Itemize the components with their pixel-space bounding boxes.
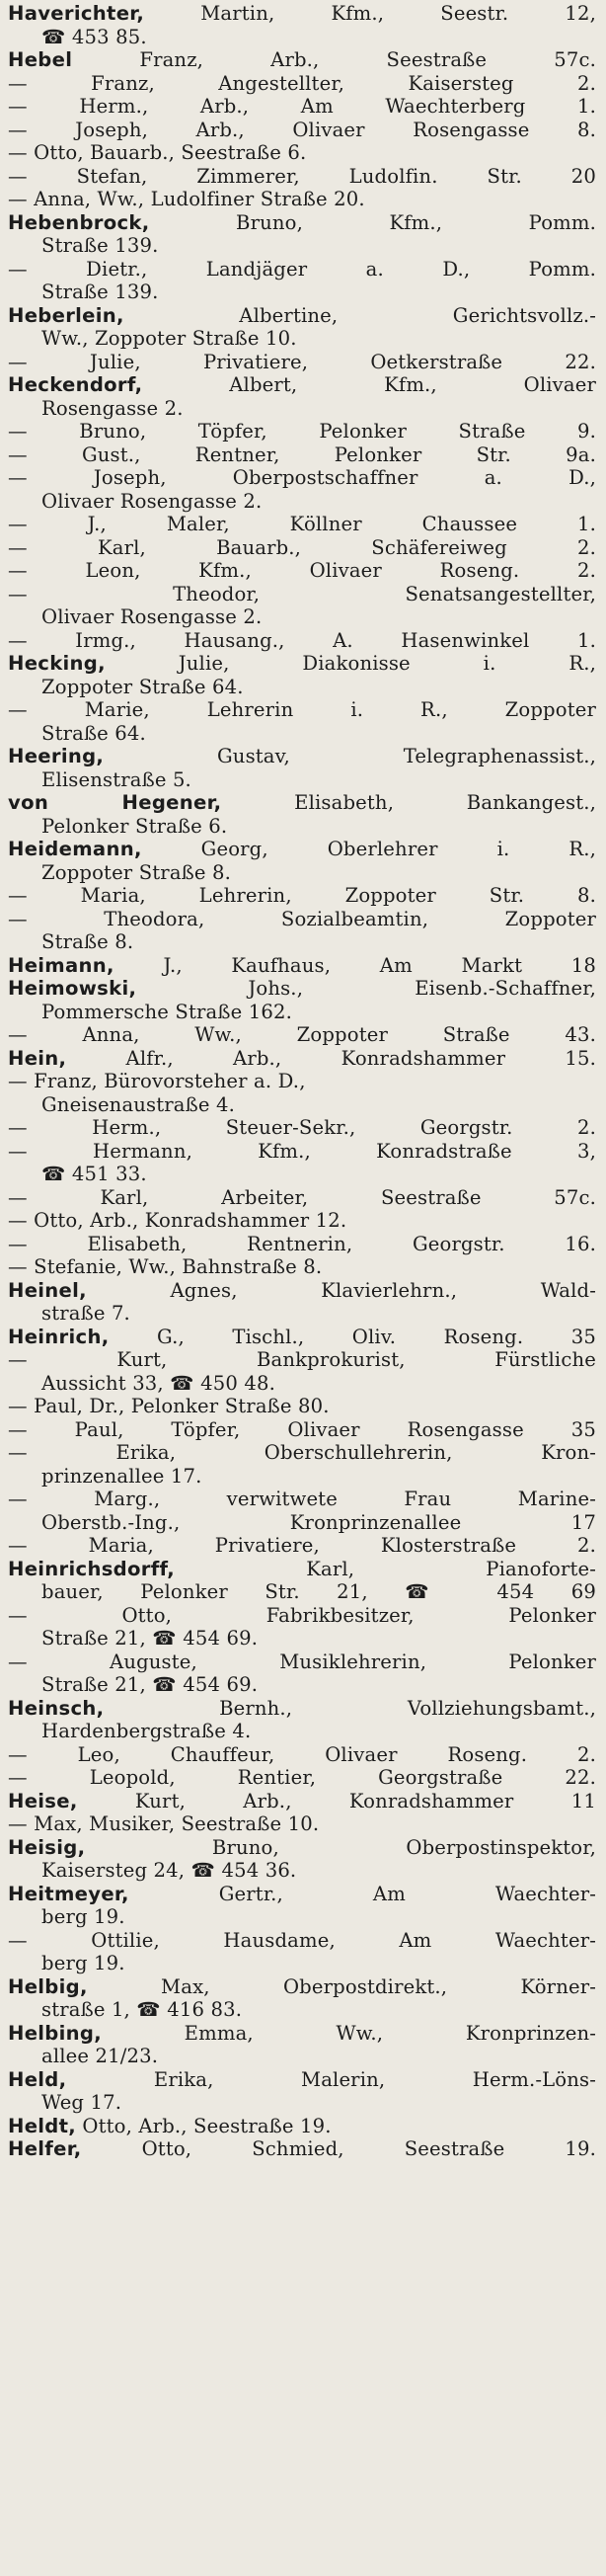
- entry-details: Bruno, Oberpostinspektor,: [85, 1835, 596, 1859]
- directory-entry-continuation: [8, 1418, 596, 1442]
- entry-details: Gneisenaustraße 4.: [41, 1092, 235, 1116]
- entry-details: — Max, Musiker, Seestraße 10.: [8, 1812, 320, 1835]
- directory-entry-continuation: [8, 815, 596, 839]
- directory-entry: [8, 2115, 596, 2138]
- directory-entry: [8, 745, 596, 768]
- entry-details: — Anna, Ww., Zoppoter Straße 43.: [8, 1023, 596, 1046]
- entry-details: Zoppoter Straße 8.: [41, 860, 232, 884]
- directory-entry: [8, 1558, 596, 1581]
- entry-surname: Helfer,: [8, 2137, 82, 2160]
- entry-details: — Julie, Privatiere, Oetkerstraße 22.: [8, 350, 596, 373]
- entry-details: Ww., Zoppoter Straße 10.: [41, 327, 297, 350]
- entry-details: — Otto, Bauarb., Seestraße 6.: [8, 141, 307, 164]
- entry-details: — Marg., verwitwete Frau Marine-: [8, 1488, 596, 1510]
- directory-entry-continuation: [8, 1673, 596, 1697]
- directory-entry-continuation: [8, 351, 596, 374]
- entry-details: Franz, Arb., Seestraße 57c.: [72, 48, 596, 71]
- directory-entry: [8, 1975, 596, 1999]
- directory-entry: [8, 791, 596, 815]
- entry-details: — Karl, Bauarb., Schäfereiweg 2.: [8, 535, 596, 559]
- directory-entry: [8, 2068, 596, 2092]
- entry-details: Georg, Oberlehrer i. R.,: [141, 838, 596, 860]
- directory-entry-continuation: [8, 1859, 596, 1883]
- directory-entry: [8, 2, 596, 26]
- entry-details: — Stefanie, Ww., Bahnstraße 8.: [8, 1255, 323, 1278]
- entry-details: Max, Oberpostdirekt., Körner-: [87, 1974, 596, 1998]
- entry-details: allee 21/23.: [41, 2045, 159, 2067]
- entry-details: straße 7.: [41, 1302, 130, 1325]
- entry-details: Bruno, Kfm., Pomm.: [149, 210, 596, 234]
- directory-entry-continuation: [8, 2045, 596, 2068]
- entry-surname: Hebel: [8, 48, 73, 71]
- directory-entry-continuation: [8, 1093, 596, 1117]
- entry-details: — Franz, Angestellter, Kaisersteg 2.: [8, 71, 596, 95]
- entry-details: — Ottilie, Hausdame, Am Waechter-: [8, 1928, 596, 1952]
- entry-details: Straße 8.: [41, 930, 134, 953]
- entry-details: Oberstb.-Ing., Kronprinzenallee 17: [41, 1510, 596, 1534]
- directory-entry-continuation: [8, 72, 596, 96]
- directory-entry-continuation: [8, 605, 596, 629]
- entry-details: — Leo, Chauffeur, Olivaer Roseng. 2.: [8, 1742, 596, 1766]
- entry-details: Bernh., Vollziehungsbamt.,: [104, 1696, 596, 1720]
- directory-entry: [8, 1883, 596, 1906]
- directory-entry: [8, 977, 596, 1001]
- entry-details: prinzenallee 17.: [41, 1464, 202, 1488]
- directory-entry-continuation: [8, 1255, 596, 1279]
- directory-entry-continuation: [8, 95, 596, 119]
- directory-entry-continuation: [8, 1720, 596, 1743]
- entry-surname: Hein,: [8, 1046, 67, 1070]
- entry-details: Hardenbergstraße 4.: [41, 1720, 252, 1742]
- entry-surname: Heitmeyer,: [8, 1882, 129, 1905]
- entry-details: — Gust., Rentner, Pelonker Str. 9a.: [8, 443, 596, 466]
- entry-details: Olivaer Rosengasse 2.: [41, 489, 263, 513]
- entry-details: Johs., Eisenb.-Schaffner,: [136, 977, 596, 1000]
- entry-details: Aussicht 33, ☎ 450 48.: [41, 1371, 275, 1395]
- entry-details: — Stefan, Zimmerer, Ludolfin. Str. 20: [8, 164, 596, 188]
- entry-details: Zoppoter Straße 64.: [41, 675, 244, 698]
- directory-entry-continuation: [8, 1348, 596, 1372]
- directory-entry: [8, 1697, 596, 1721]
- directory-entry-continuation: [8, 1650, 596, 1674]
- directory-entry-continuation: [8, 1441, 596, 1465]
- entry-details: — Leopold, Rentier, Georgstraße 22.: [8, 1766, 596, 1789]
- entry-details: — J., Maler, Köllner Chaussee 1.: [8, 513, 596, 535]
- entry-surname: Helbig,: [8, 1974, 88, 1998]
- directory-entry-continuation: [8, 1627, 596, 1650]
- directory-entry: [8, 211, 596, 235]
- directory-entry-continuation: [8, 466, 596, 490]
- entry-details: Pommersche Straße 162.: [41, 1000, 292, 1023]
- entry-surname: Haverichter,: [8, 2, 145, 25]
- entry-surname: Heldt,: [8, 2114, 77, 2137]
- entry-details: Straße 139.: [41, 234, 159, 257]
- directory-entry-continuation: [8, 1905, 596, 1929]
- entry-details: Gustav, Telegraphenassist.,: [104, 745, 596, 767]
- entry-details: — Hermann, Kfm., Konradstraße 3,: [8, 1139, 596, 1163]
- directory-entry-continuation: [8, 583, 596, 606]
- entry-surname: Heinsch,: [8, 1696, 105, 1720]
- directory-entry-continuation: [8, 1209, 596, 1233]
- directory-entry-continuation: [8, 1116, 596, 1140]
- entry-surname: Heimowski,: [8, 977, 137, 1000]
- directory-entry-continuation: [8, 1534, 596, 1558]
- entry-details: — Theodora, Sozialbeamtin, Zoppoter: [8, 907, 596, 930]
- entry-details: Elisabeth, Bankangest.,: [221, 791, 596, 814]
- entry-details: — Maria, Lehrerin, Zoppoter Str. 8.: [8, 884, 596, 907]
- entry-details: Julie, Diakonisse i. R.,: [105, 652, 596, 675]
- entry-surname: Heinrichsdorff,: [8, 1557, 176, 1580]
- directory-entry-continuation: [8, 234, 596, 258]
- entry-details: Alfr., Arb., Konradshammer 15.: [66, 1046, 596, 1070]
- entry-details: — Joseph, Oberpostschaffner a. D.,: [8, 466, 596, 489]
- directory-entry-continuation: [8, 1395, 596, 1418]
- directory-entry: [8, 2022, 596, 2046]
- entry-details: — Herm., Steuer-Sekr., Georgstr. 2.: [8, 1116, 596, 1139]
- entry-details: — Bruno, Töpfer, Pelonker Straße 9.: [8, 420, 596, 443]
- directory-entry-continuation: [8, 861, 596, 885]
- entry-details: Gertr., Am Waechter-: [128, 1882, 596, 1905]
- directory-entry: [8, 1047, 596, 1071]
- entry-details: Albert, Kfm., Olivaer: [142, 373, 596, 396]
- entry-details: — Joseph, Arb., Olivaer Rosengasse 8.: [8, 118, 596, 141]
- directory-entry: [8, 1836, 596, 1860]
- directory-entry-continuation: [8, 1511, 596, 1535]
- directory-entry-continuation: [8, 420, 596, 443]
- entry-surname: Heinrich,: [8, 1325, 110, 1348]
- directory-entry-continuation: [8, 536, 596, 560]
- entry-details: — Anna, Ww., Ludolfiner Straße 20.: [8, 188, 365, 210]
- entry-details: — Marie, Lehrerin i. R., Zoppoter: [8, 698, 596, 721]
- entry-details: ☎ 451 33.: [41, 1163, 147, 1185]
- entry-details: Albertine, Gerichtsvollz.-: [123, 303, 596, 327]
- directory-entry-continuation: [8, 908, 596, 931]
- directory-entry-continuation: [8, 629, 596, 653]
- entry-details: Weg 17.: [41, 2091, 122, 2114]
- directory-entry-continuation: [8, 1163, 596, 1186]
- directory-entry-continuation: [8, 1580, 596, 1604]
- directory-entry-continuation: [8, 26, 596, 49]
- entry-surname: Heinel,: [8, 1278, 87, 1302]
- entry-details: — Karl, Arbeiter, Seestraße 57c.: [8, 1185, 596, 1209]
- entry-surname: Helbing,: [8, 2021, 102, 2045]
- entry-details: J., Kaufhaus, Am Markt 18: [114, 953, 596, 977]
- entry-details: — Irmg., Hausang., A. Hasenwinkel 1.: [8, 628, 596, 652]
- directory-entry-continuation: [8, 1140, 596, 1164]
- entry-details: — Kurt, Bankprokurist, Fürstliche: [8, 1348, 596, 1371]
- directory-entry-continuation: [8, 513, 596, 536]
- directory-entry-continuation: [8, 1001, 596, 1024]
- directory-entry-continuation: [8, 1186, 596, 1210]
- entry-details: — Auguste, Musiklehrerin, Pelonker: [8, 1650, 596, 1673]
- entry-details: — Dietr., Landjäger a. D., Pomm.: [8, 257, 596, 281]
- entry-details: Straße 21, ☎ 454 69.: [41, 1673, 259, 1696]
- directory-entry-continuation: [8, 884, 596, 908]
- entry-surname: Hecking,: [8, 652, 106, 675]
- entry-surname: Heise,: [8, 1789, 78, 1812]
- directory-entry-continuation: [8, 1233, 596, 1256]
- entry-details: Elisenstraße 5.: [41, 767, 191, 791]
- directory-entry-continuation: [8, 1372, 596, 1396]
- entry-details: Pelonker Straße 6.: [41, 814, 228, 838]
- entry-details: ☎ 453 85.: [41, 25, 147, 48]
- entry-details: — Franz, Bürovorsteher a. D.,: [8, 1070, 306, 1092]
- entry-surname: Heckendorf,: [8, 373, 143, 396]
- entry-details: berg 19.: [41, 1952, 125, 1974]
- entry-surname: von Hegener,: [8, 791, 222, 814]
- entry-details: berg 19.: [41, 1905, 125, 1928]
- entry-surname: Heering,: [8, 745, 105, 767]
- directory-entry: [8, 652, 596, 676]
- entry-details: — Leon, Kfm., Olivaer Roseng. 2.: [8, 559, 596, 582]
- directory-entry-continuation: [8, 676, 596, 699]
- directory-entry-continuation: [8, 559, 596, 583]
- entry-details: G., Tischl., Oliv. Roseng. 35: [109, 1325, 596, 1348]
- entry-details: — Herm., Arb., Am Waechterberg 1.: [8, 95, 596, 118]
- entry-details: — Otto, Arb., Konradshammer 12.: [8, 1209, 347, 1232]
- entry-details: — Paul, Töpfer, Olivaer Rosengasse 35: [8, 1417, 596, 1441]
- entry-details: Agnes, Klavierlehrn., Wald-: [86, 1278, 596, 1302]
- directory-entry-continuation: [8, 327, 596, 351]
- directory-entry: [8, 1279, 596, 1303]
- directory-entry-continuation: [8, 2091, 596, 2115]
- directory-entry-continuation: [8, 443, 596, 467]
- directory-entry-continuation: [8, 1766, 596, 1790]
- directory-entry-continuation: [8, 1812, 596, 1836]
- directory-entry: [8, 954, 596, 978]
- directory-entry-continuation: [8, 141, 596, 165]
- directory-entry-continuation: [8, 1465, 596, 1489]
- directory-entry-continuation: [8, 1998, 596, 2022]
- directory-entry-continuation: [8, 165, 596, 189]
- directory-entry-continuation: [8, 397, 596, 421]
- entry-details: — Maria, Privatiere, Klosterstraße 2.: [8, 1534, 596, 1557]
- entry-details: Martin, Kfm., Seestr. 12,: [144, 2, 596, 25]
- directory-entry-continuation: [8, 930, 596, 954]
- entry-details: straße 1, ☎ 416 83.: [41, 1998, 243, 2021]
- directory-entry-continuation: [8, 1023, 596, 1047]
- entry-surname: Heberlein,: [8, 303, 124, 327]
- directory-entry: [8, 838, 596, 861]
- entry-details: — Theodor, Senatsangestellter,: [8, 582, 596, 605]
- directory-entry-continuation: [8, 1488, 596, 1511]
- directory-entry-continuation: [8, 490, 596, 514]
- entry-details: Kaisersteg 24, ☎ 454 36.: [41, 1859, 297, 1882]
- directory-entry: [8, 1790, 596, 1813]
- entry-surname: Heidemann,: [8, 838, 142, 860]
- entry-details: — Otto, Fabrikbesitzer, Pelonker: [8, 1603, 596, 1627]
- directory-entry-continuation: [8, 1743, 596, 1767]
- entry-details: Straße 64.: [41, 721, 146, 745]
- directory-entry-continuation: [8, 1952, 596, 1975]
- directory-entry-continuation: [8, 281, 596, 304]
- directory-entry-continuation: [8, 258, 596, 282]
- directory-entry: [8, 373, 596, 397]
- entry-details: Straße 21, ☎ 454 69.: [41, 1627, 259, 1650]
- entry-details: Straße 139.: [41, 281, 159, 303]
- entry-details: Emma, Ww., Kronprinzen-: [101, 2021, 596, 2045]
- directory-entry-continuation: [8, 1070, 596, 1093]
- entry-details: Olivaer Rosengasse 2.: [41, 605, 263, 628]
- directory-entry-continuation: [8, 1302, 596, 1326]
- entry-details: bauer, Pelonker Str. 21, ☎ 454 69: [41, 1580, 596, 1603]
- directory-entry-continuation: [8, 768, 596, 792]
- directory-entry-continuation: [8, 1929, 596, 1953]
- directory-entry-continuation: [8, 1604, 596, 1628]
- entry-details: Otto, Arb., Seestraße 19.: [76, 2114, 332, 2137]
- entry-details: Otto, Schmied, Seestraße 19.: [81, 2137, 596, 2160]
- entry-surname: Held,: [8, 2067, 67, 2091]
- directory-entry-continuation: [8, 119, 596, 142]
- entry-details: Erika, Malerin, Herm.-Löns-: [66, 2067, 596, 2091]
- entry-details: — Paul, Dr., Pelonker Straße 80.: [8, 1395, 330, 1417]
- directory-entry: [8, 304, 596, 328]
- directory-entry: [8, 48, 596, 72]
- directory-entry: [8, 1326, 596, 1349]
- directory-entry-continuation: [8, 722, 596, 746]
- entry-details: Kurt, Arb., Konradshammer 11: [77, 1789, 596, 1812]
- entry-details: Karl, Pianoforte-: [175, 1557, 596, 1580]
- entry-surname: Hebenbrock,: [8, 210, 150, 234]
- directory-entry-continuation: [8, 698, 596, 722]
- entry-surname: Heimann,: [8, 953, 114, 977]
- entry-details: — Elisabeth, Rentnerin, Georgstr. 16.: [8, 1232, 596, 1255]
- entry-surname: Heisig,: [8, 1835, 86, 1859]
- directory-entry: [8, 2137, 596, 2161]
- entry-details: — Erika, Oberschullehrerin, Kron-: [8, 1441, 596, 1464]
- entry-details: Rosengasse 2.: [41, 396, 184, 420]
- directory-entry-continuation: [8, 188, 596, 211]
